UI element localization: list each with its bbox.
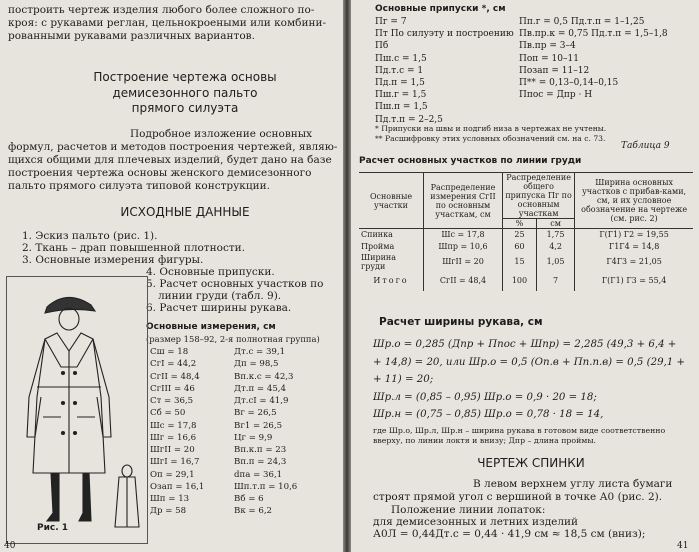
allowance-left-5: Пд.т.с = 1 [375, 65, 424, 76]
figure-1-frame [6, 276, 148, 544]
allowances-title: Основные припуски *, см [375, 4, 506, 14]
measurement-cell: Шг = 16,6 [150, 432, 197, 443]
measurement-cell: Вг1 = 26,5 [234, 420, 283, 431]
table-cell: 1,05 [536, 253, 574, 271]
left-page [0, 0, 343, 552]
table-cell: 60 [503, 241, 537, 253]
table-row [359, 253, 693, 271]
formula-1: Шр.о = 0,285 (Дпр + Ппос + Шпр) = 2,285 (49,3 + 6,4 + [373, 339, 677, 350]
measurements-subtitle: (размер 158–92, 2-я полнотная группа) [146, 334, 320, 344]
item-3: 3. Основные измерения фигуры. [22, 254, 204, 266]
item-6: 6. Расчет ширины рукава. [146, 302, 292, 314]
table-cell: 25 [503, 229, 537, 241]
table-cell: Шпр = 10,6 [424, 241, 503, 253]
back-line-3: Положение линии лопаток: [391, 504, 546, 516]
th-sections: Основные участки [359, 173, 424, 229]
item-1: 1. Эскиз пальто (рис. 1). [22, 230, 158, 242]
measurement-cell: Дт.п = 45,4 [234, 383, 286, 394]
back-line-1: В левом верхнем углу листа бумаги [473, 478, 673, 490]
measurement-cell: ШгI = 16,7 [150, 457, 200, 468]
table-cell: ШгII = 20 [424, 253, 503, 271]
back-line-4: для демисезонных и летних изделий [373, 516, 579, 528]
formula-2: + 14,8) = 20, или Шр.о = 0,5 (Оп.в + Пп.п.в) = 0,5 (29,1 + [373, 356, 686, 368]
back-section-title: ЧЕРТЕЖ СПИНКИ [477, 456, 585, 470]
measurement-cell: Дт.сI = 41,9 [234, 396, 289, 407]
measurement-cell: Вп.к.с = 42,3 [234, 371, 294, 382]
allowances-left [375, 16, 514, 126]
allowance-left-2: Пт По силуэту и построению [375, 29, 514, 40]
para-line-3: щихся общими для плечевых изделий, будет дано на базе [8, 154, 332, 166]
formula-5: Шр.н = (0,75 – 0,85) Шр.о = 0,78 · 18 = 14, [373, 409, 604, 420]
para-line-4: построения чертежа основы женского демисезонного [8, 167, 312, 179]
back-line-5: А0Л = 0,44Дт.с = 0,44 · 41,9 см ≈ 18,5 см (вниз); [373, 528, 646, 540]
measurement-cell: СгI = 44,2 [150, 359, 197, 370]
book-gutter [343, 0, 351, 552]
intro-line-3: рованными рукавами различных вариантов. [8, 30, 255, 42]
chest-line-table [359, 172, 693, 291]
th-cm: см [536, 219, 574, 229]
measurement-cell: ШгII = 20 [150, 445, 195, 456]
allowance-right-1: Пп.г = 0,5 Пд.т.п = 1–1,25 [519, 17, 645, 27]
heading-line-1: Построение чертежа основы [93, 70, 277, 84]
allowance-right-2: Пв.пр.к = 0,75 Пд.т.п = 1,5–1,8 [519, 29, 668, 40]
page-number-left: 40 [4, 541, 16, 551]
item-4: 4. Основные припуски. [146, 266, 275, 278]
measurement-row [150, 505, 340, 517]
measurement-cell: СгIII = 46 [150, 383, 195, 394]
measurement-row [150, 358, 340, 370]
measurement-row [150, 407, 340, 419]
heading-line-2: демисезонного пальто [112, 85, 258, 100]
item-5-cont: линии груди (табл. 9). [158, 290, 282, 302]
para-line-1: Подробное изложение основных [130, 128, 313, 140]
formula-4: Шр.л = (0,85 – 0,95) Шр.о = 0,9 · 20 = 18; [373, 391, 597, 403]
measurement-row [150, 493, 340, 505]
intro-line-1: построить чертеж изделия любого более сложного по- [8, 4, 315, 16]
item-5: 5. Расчет основных участков по [146, 278, 324, 290]
measurement-cell: Ст = 36,5 [150, 396, 194, 407]
table-cell: Г(Г1) Г2 = 19,55 [575, 229, 693, 241]
formula-note [373, 426, 665, 445]
total-cm: 7 [536, 271, 574, 291]
table-cell: Ширина груди [361, 252, 397, 271]
table-cell: 4,2 [536, 241, 574, 253]
measurement-cell: Вб = 6 [234, 494, 264, 505]
total-label: Итого [373, 276, 409, 285]
measurement-cell: Дт.с = 39,1 [234, 347, 286, 358]
th-percent: % [503, 219, 537, 229]
measurement-row [150, 371, 340, 383]
footnote-1: * Припуски на швы и подгиб низа в чертежах не учтены. [375, 124, 607, 133]
measurements-table [150, 346, 340, 518]
measurement-row [150, 444, 340, 456]
section-heading [40, 70, 330, 117]
total-percent: 100 [503, 271, 537, 291]
measurement-cell: Шп.т.п = 10,6 [234, 481, 298, 492]
formula-note-2: вверху, по линии локтя и внизу; Дпр – длина проймы. [373, 435, 597, 445]
measurement-cell: Цг = 9,9 [234, 432, 273, 443]
measurement-row [150, 395, 340, 407]
table-label: Таблица 9 [621, 141, 670, 151]
formula-note-1: где Шр.о, Шр.л, Шр.н – ширина рукава в готовом виде соответственно [373, 426, 666, 435]
sleeve-title: Расчет ширины рукава, см [379, 316, 543, 328]
measurements-title: Основные измерения, см [146, 322, 276, 332]
allowance-right-6: П** = 0,13–0,14–0,15 [519, 78, 619, 89]
measurement-row [150, 420, 340, 432]
measurement-cell: СгII = 48,4 [150, 371, 200, 382]
measurement-cell: Оп = 29,1 [150, 469, 195, 480]
table-cell: Шс = 17,8 [424, 229, 503, 241]
subheading: ИСХОДНЫЕ ДАННЫЕ [120, 205, 250, 219]
allowance-left-8: Пш.п = 1,5 [375, 102, 428, 113]
table-cell: 15 [503, 253, 537, 271]
allowance-left-4: Пш.с = 1,5 [375, 53, 427, 64]
allowance-left-6: Пд.п = 1,5 [375, 78, 425, 89]
measurement-row [150, 456, 340, 468]
figure-1-caption: Рис. 1 [37, 523, 69, 533]
measurement-row [150, 383, 340, 395]
table-cell: Пройма [361, 242, 395, 251]
table-cell: 1,75 [536, 229, 574, 241]
measurement-row [150, 481, 340, 493]
allowance-right-5: Позап = 11–12 [519, 65, 590, 76]
page-number-right: 41 [677, 541, 689, 551]
measurement-row [150, 432, 340, 444]
para-line-2: формул, расчетов и методов построения чертежей, являю- [8, 141, 338, 153]
formula-3: + 11) = 20; [373, 374, 434, 385]
th-distribution: Распределение измерения СгII по основным участкам, см [424, 173, 503, 229]
allowance-left-7: Пш.г = 1,5 [375, 90, 427, 101]
measurement-cell: Сб = 50 [150, 408, 186, 419]
allowance-right-3: Пв.пр = 3–4 [519, 41, 576, 52]
allowance-right-4: Поп = 10–11 [519, 53, 579, 64]
total-width: Г(Г1) Г3 = 55,4 [575, 271, 693, 291]
measurement-cell: Др = 58 [150, 506, 187, 517]
measurement-cell: Вк = 6,2 [234, 506, 273, 517]
footnote-2: ** Расшифровку этих условных обозначений см. на с. 73. [375, 134, 606, 143]
table-cell: Спинка [361, 230, 393, 240]
back-line-2: строят прямой угол с вершиной в точке А0 (рис. 2). [373, 491, 663, 503]
sleeve-formulas [373, 336, 685, 424]
item-2: 2. Ткань – драп повышенной плотности. [22, 242, 245, 254]
measurement-cell: Сш = 18 [150, 347, 189, 358]
heading-line-3: прямого силуэта [131, 101, 239, 115]
measurement-cell: Вп.к.п = 23 [234, 445, 287, 456]
allowance-right-7: Ппос = Дпр · Н [519, 90, 593, 101]
table-cell: Г4Г3 = 21,05 [575, 253, 693, 271]
right-page [351, 0, 699, 552]
measurement-cell: Вп.п = 24,3 [234, 457, 287, 468]
allowances-right [519, 16, 668, 101]
para-line-5: пальто прямого силуэта типовой конструкции. [8, 180, 270, 192]
measurement-row [150, 346, 340, 358]
intro-line-2: кроя: с рукавами реглан, цельнокроеными или комбини- [8, 17, 327, 29]
allowance-left-1: Пг = 7 [375, 17, 407, 27]
table-row [359, 229, 693, 241]
measurement-cell: Озап = 16,1 [150, 481, 205, 492]
table-row [359, 241, 693, 253]
table-cell: Г1Г4 = 14,8 [575, 241, 693, 253]
measurement-cell: Шс = 17,8 [150, 420, 197, 431]
measurement-cell: dпа = 36,1 [234, 469, 283, 480]
th-allowance: Распределение общего припуска Пг по основным участкам [503, 173, 575, 219]
allowance-left-9: Пд.т.п = 2–2,5 [375, 114, 443, 125]
measurement-cell: Вг = 26,5 [234, 408, 277, 419]
measurement-row [150, 469, 340, 481]
table-title: Расчет основных участков по линии груди [359, 156, 582, 166]
measurement-cell: Дп = 98,5 [234, 359, 279, 370]
total-distribution: СгII = 48,4 [424, 271, 503, 291]
th-width: Ширина основных участков с прибав-ками, см, и их условное обозначение на чертеже (см. рис. 2) [575, 173, 693, 229]
coat-sketch-illustration [7, 277, 147, 543]
allowance-left-3: Пб [375, 41, 389, 52]
measurement-cell: Шп = 13 [150, 494, 190, 505]
